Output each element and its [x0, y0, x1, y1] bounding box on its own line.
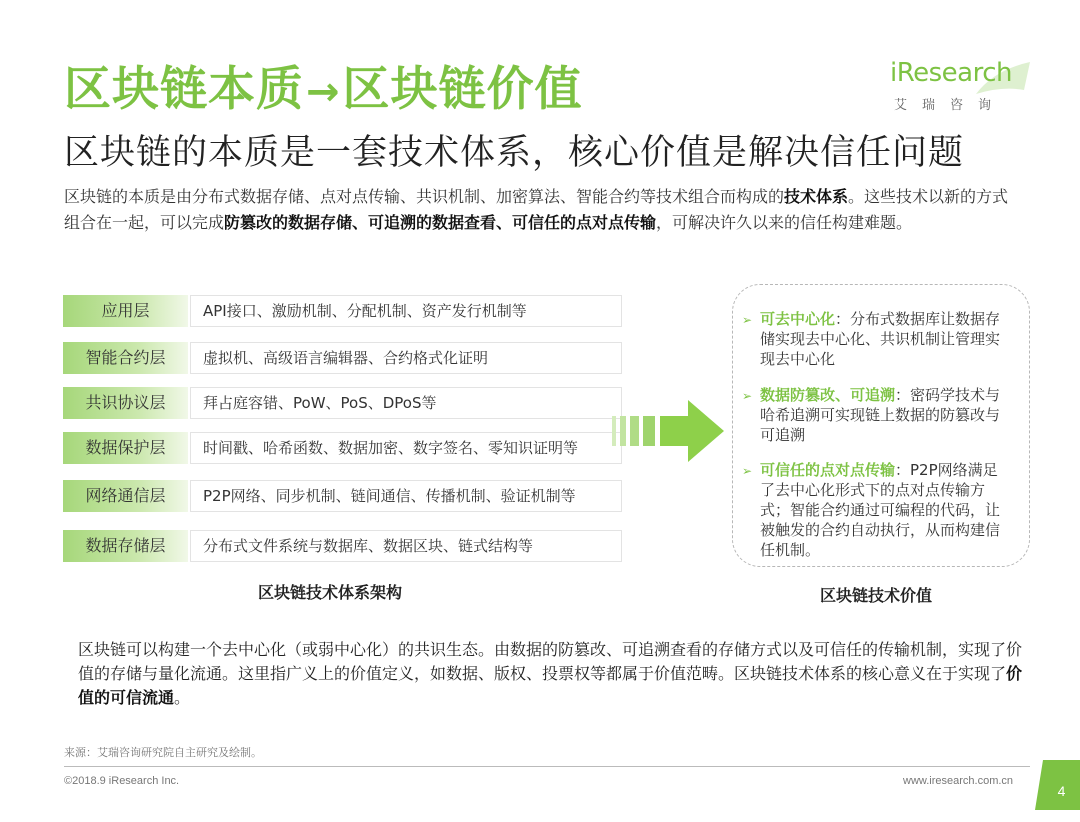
value-key: 数据防篡改、可追溯: [760, 386, 896, 404]
value-item-tamper-proof: [742, 385, 1010, 445]
logo-subtitle: 艾瑞咨询: [894, 98, 1007, 113]
footer-divider: [64, 766, 1030, 767]
value-text: ：密码学技术与哈希追溯可实现链上数据的防篡改与可追溯: [760, 386, 1001, 444]
intro-text-3: ，可解决许久以来的信任构建难题。: [656, 213, 913, 232]
value-key: 可去中心化: [760, 310, 836, 328]
conclusion-paragraph: [78, 638, 1028, 710]
intro-text-1: 区块链的本质是由分布式数据存储、点对点传输、共识机制、加密算法、智能合约等技术组合而构成的: [64, 187, 785, 206]
layer-label: 应用层: [63, 295, 188, 327]
layer-description: 拜占庭容错、PoW、PoS、DPoS等: [190, 387, 622, 419]
value-item-decentralized: [742, 309, 1010, 369]
website-link[interactable]: www.iresearch.com.cn: [903, 775, 1014, 787]
title-right: 区块链价值: [342, 62, 583, 117]
intro-paragraph: [64, 184, 1014, 236]
layer-row-network: [63, 480, 613, 512]
logo-swoosh-icon: [974, 60, 1032, 98]
layer-label: 网络通信层: [63, 480, 188, 512]
intro-bold-1: 技术体系: [784, 187, 849, 206]
value-text: ：P2P网络满足了去中心化形式下的点对点传输方式；智能合约通过可编程的代码，让被触发的合约自动执行，从而构建信任机制。: [760, 461, 1001, 559]
chevron-right-icon: ➢: [742, 464, 753, 478]
layer-description: 虚拟机、高级语言编辑器、合约格式化证明: [190, 342, 622, 374]
page-number: 4: [1043, 760, 1080, 810]
layer-row-application: [63, 295, 613, 327]
layer-description: API接口、激励机制、分配机制、资产发行机制等: [190, 295, 622, 327]
layer-row-smart-contract: [63, 342, 613, 374]
intro-text-2: 。这些技术以新的方式组合在一起，可以完成: [64, 187, 1009, 232]
title-left: 区块链本质: [64, 62, 304, 117]
conclusion-bold: 价值的可信流通: [78, 664, 1023, 707]
layer-label: 数据保护层: [63, 432, 188, 464]
copyright: ©2018.9 iResearch Inc.: [64, 775, 180, 787]
chevron-right-icon: ➢: [742, 313, 753, 327]
layer-row-consensus: [63, 387, 613, 419]
page-title: [64, 60, 583, 122]
value-key: 可信任的点对点传输: [760, 461, 896, 479]
layer-row-storage: [63, 530, 613, 562]
layer-description: 时间戳、哈希函数、数据加密、数字签名、零知识证明等: [190, 432, 622, 464]
striped-right-arrow-icon: [608, 398, 728, 464]
value-text: ：分布式数据库让数据存储实现去中心化、共识机制让管理实现去中心化: [760, 310, 1001, 368]
layer-label: 智能合约层: [63, 342, 188, 374]
layer-row-data-protection: [63, 432, 613, 464]
layer-description: P2P网络、同步机制、链间通信、传播机制、验证机制等: [190, 480, 622, 512]
page-number-tab: [1035, 760, 1043, 810]
title-arrow-icon: →: [306, 69, 341, 115]
architecture-caption: 区块链技术体系架构: [258, 583, 403, 602]
source-note: 来源：艾瑞咨询研究院自主研究及绘制。: [64, 746, 262, 759]
conclusion-text-2: 。: [174, 688, 191, 707]
chevron-right-icon: ➢: [742, 389, 753, 403]
layer-label: 共识协议层: [63, 387, 188, 419]
value-item-trusted-p2p: [742, 460, 1010, 560]
logo-brand: iResearch: [890, 58, 1012, 88]
intro-bold-2: 防篡改的数据存储、可追溯的数据查看、可信任的点对点传输: [224, 213, 657, 232]
conclusion-text-1: 区块链可以构建一个去中心化（或弱中心化）的共识生态。由数据的防篡改、可追溯查看的存储方式以及可信任的传输机制，实现了价值的存储与量化流通。这里指广义上的价值定义，如数据、版权、投票权等都属于价值范畴。区块链技术体系的核心意义在于实现了: [78, 640, 1023, 683]
layer-description: 分布式文件系统与数据库、数据区块、链式结构等: [190, 530, 622, 562]
layer-label: 数据存储层: [63, 530, 188, 562]
value-caption: 区块链技术价值: [820, 586, 933, 605]
page-subtitle: 区块链的本质是一套技术体系，核心价值是解决信任问题: [64, 133, 965, 173]
